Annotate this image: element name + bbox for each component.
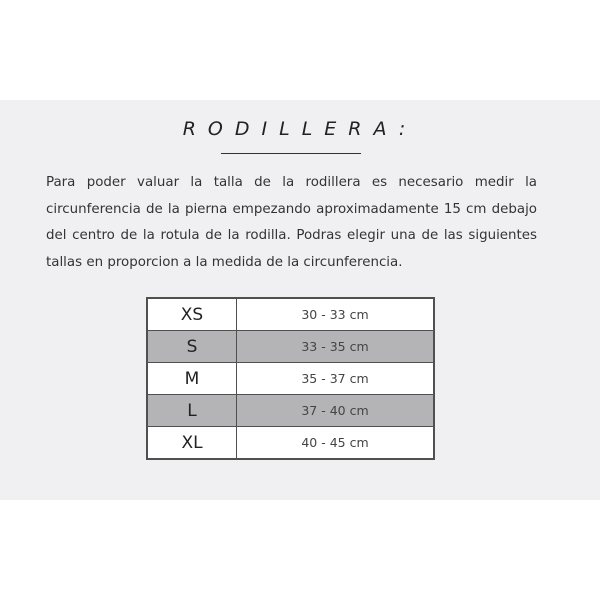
size-table bbox=[146, 297, 435, 460]
table-row bbox=[147, 395, 434, 427]
size-label: XL bbox=[147, 427, 237, 460]
size-range: 40 - 45 cm bbox=[237, 427, 435, 460]
size-label: S bbox=[147, 331, 237, 363]
table-row bbox=[147, 363, 434, 395]
size-label: M bbox=[147, 363, 237, 395]
size-range: 35 - 37 cm bbox=[237, 363, 435, 395]
size-range: 33 - 35 cm bbox=[237, 331, 435, 363]
description-text: Para poder valuar la talla de la rodillera es necesario medir la circunferencia de la pierna empezando aproximadamente 15 cm debajo del centro de la rotula de la rodilla. Podras elegir una de las siguientes tallas en proporcion a la medida de la circunferencia. bbox=[46, 175, 537, 270]
size-range: 37 - 40 cm bbox=[237, 395, 435, 427]
table-row bbox=[147, 298, 434, 331]
size-label: XS bbox=[147, 298, 237, 331]
size-label: L bbox=[147, 395, 237, 427]
page-title: RODILLERA: bbox=[182, 118, 418, 140]
table-row bbox=[147, 331, 434, 363]
table-row bbox=[147, 427, 434, 460]
size-range: 30 - 33 cm bbox=[237, 298, 435, 331]
title-underline bbox=[221, 153, 361, 154]
